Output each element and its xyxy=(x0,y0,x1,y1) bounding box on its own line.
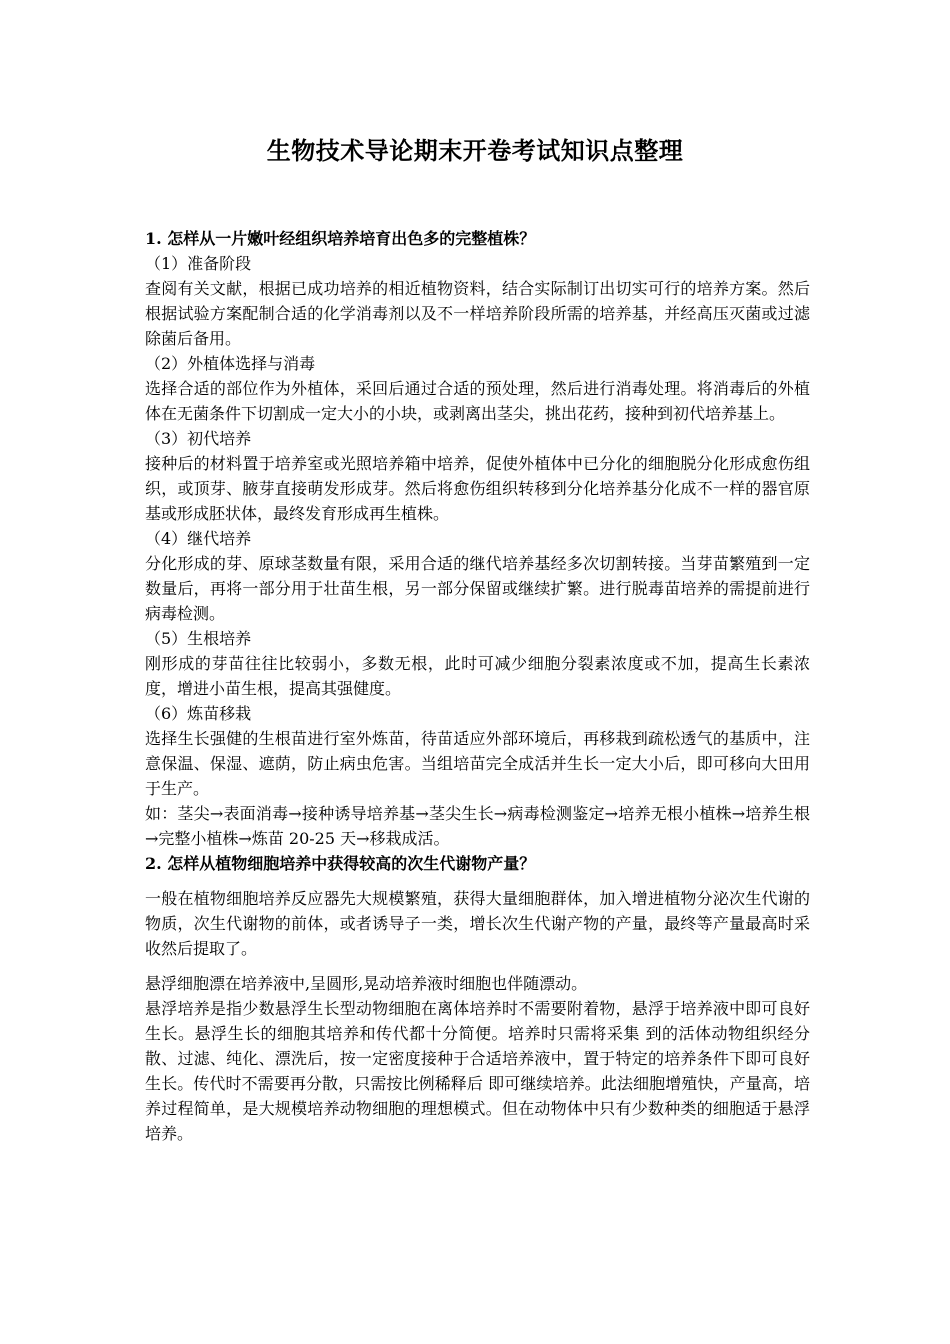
example-flow-text: 如：茎尖→表面消毒→接种诱导培养基→茎尖生长→病毒检测鉴定→培养无根小植株→培养生根→完整小植株→炼苗 20-25 天→移栽成活。 xyxy=(145,804,810,848)
section-primary-culture-text: 接种后的材料置于培养室或光照培养箱中培养，促使外植体中已分化的细胞脱分化形成愈伤组织，或顶芽、腋芽直接萌发形成芽。然后将愈伤组织转移到分化培养基分化成不一样的器官原基或形成胚状体，最终发育形成再生植株。 xyxy=(145,454,810,523)
section-explant-heading: （2）外植体选择与消毒 xyxy=(145,354,316,373)
section-hardening-heading: （6）炼苗移栽 xyxy=(145,704,252,723)
section-preparation-text: 查阅有关文献，根据已成功培养的相近植物资料，结合实际制订出切实可行的培养方案。然后根据试验方案配制合适的化学消毒剂以及不一样培养阶段所需的培养基，并经高压灭菌或过滤除菌后备用。 xyxy=(145,279,810,348)
section-subculture-text: 分化形成的芽、原球茎数量有限，采用合适的继代培养基经多次切割转接。当芽苗繁殖到一定数量后，再将一部分用于壮苗生根，另一部分保留或继续扩繁。进行脱毒苗培养的需提前进行病毒检测。 xyxy=(145,554,810,623)
question-2-paragraph-2: 悬浮细胞漂在培养液中,呈圆形,晃动培养液时细胞也伴随漂动。 xyxy=(145,974,588,993)
question-2-paragraph-3: 悬浮培养是指少数悬浮生长型动物细胞在离体培养时不需要附着物，悬浮于培养液中即可良好生长。悬浮生长的细胞其培养和传代都十分简便。培养时只需将采集 到的活体动物组织经分散、过滤、纯化、漂洗后，按一定密度接种于合适培养液中，置于特定的培养条件下即可良好生长。传代时不需要再分散，只需按比例稀释后 即可继续培养。此法细胞增殖快，产量高，培养过程简单，是大规模培养动物细胞的理想模式。但在动物体中只有少数种类的细胞适于悬浮培养。 xyxy=(145,999,810,1143)
section-preparation-heading: （1）准备阶段 xyxy=(145,254,252,273)
question-1-heading: 1. 怎样从一片嫩叶经组织培养培育出色多的完整植株？ xyxy=(145,229,536,248)
section-hardening-text: 选择生长强健的生根苗进行室外炼苗，待苗适应外部环境后，再移栽到疏松透气的基质中，注意保温、保湿、遮荫，防止病虫危害。当组培苗完全成活并生长一定大小后，即可移向大田用于生产。 xyxy=(145,729,810,798)
question-2-paragraph-1: 一般在植物细胞培养反应器先大规模繁殖，获得大量细胞群体，加入增进植物分泌次生代谢的物质，次生代谢物的前体，或者诱导子一类，增长次生代谢产物的产量，最终等产量最高时采收然后提取了。 xyxy=(145,889,810,958)
section-explant-text: 选择合适的部位作为外植体，采回后通过合适的预处理，然后进行消毒处理。将消毒后的外植体在无菌条件下切割成一定大小的小块，或剥离出茎尖，挑出花药，接种到初代培养基上。 xyxy=(145,379,810,423)
question-2-heading: 2. 怎样从植物细胞培养中获得较高的次生代谢物产量？ xyxy=(145,854,536,873)
section-rooting-heading: （5）生根培养 xyxy=(145,629,252,648)
section-subculture-heading: （4）继代培养 xyxy=(145,529,252,548)
document-title: 生物技术导论期末开卷考试知识点整理 xyxy=(266,136,684,165)
section-rooting-text: 刚形成的芽苗往往比较弱小，多数无根，此时可减少细胞分裂素浓度或不加，提高生长素浓度，增进小苗生根，提高其强健度。 xyxy=(145,654,810,698)
section-primary-culture-heading: （3）初代培养 xyxy=(145,429,252,448)
document-body xyxy=(145,226,810,1146)
